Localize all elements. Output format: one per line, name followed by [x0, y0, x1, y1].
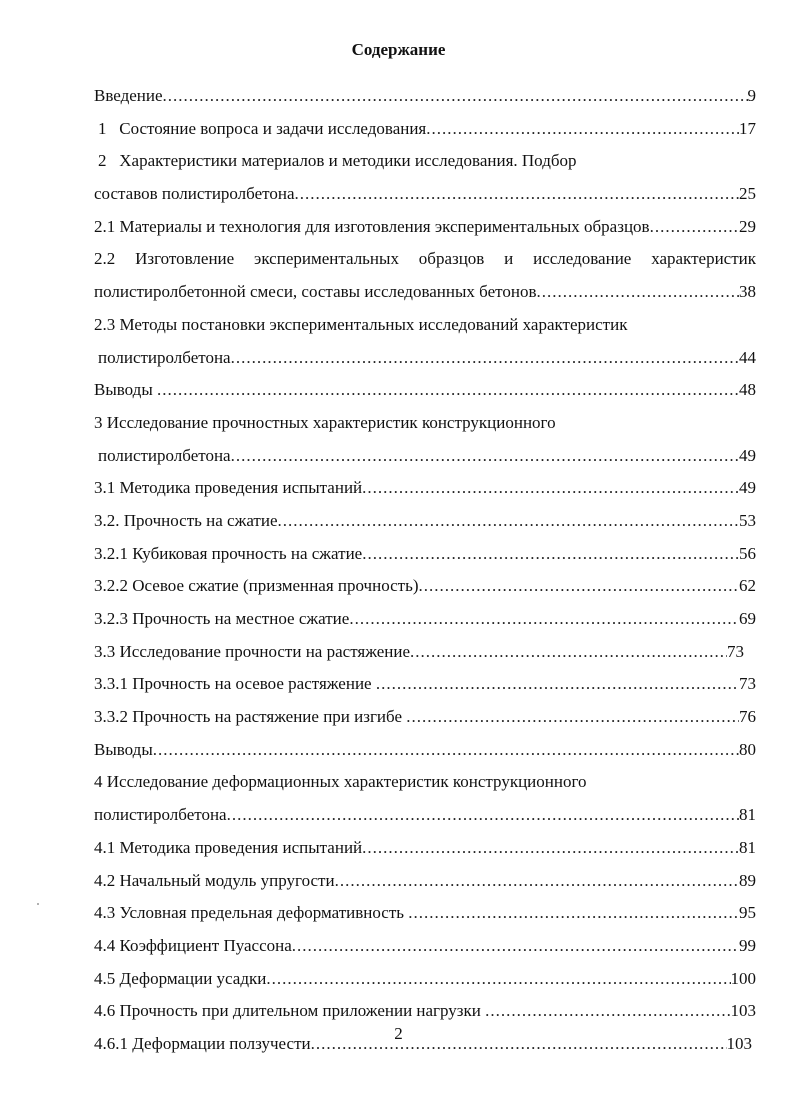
toc-leader-dots: [406, 701, 739, 734]
toc-leader-dots: [362, 472, 739, 505]
toc-entry: [94, 505, 756, 538]
toc-entry: [94, 603, 756, 636]
toc-leader-dots: [266, 963, 730, 996]
toc-entry-page: 9: [747, 86, 756, 105]
toc-entry-text: полистиролбетона: [94, 805, 227, 825]
toc-leader-dots: [419, 570, 739, 603]
toc-entry-page: 81: [739, 837, 756, 857]
toc-entry-text: 4.4 Коэффициент Пуассона: [94, 935, 292, 955]
toc-entry: [94, 832, 756, 865]
toc-entry-text: полистиролбетонной смеси, составы исследованных бетонов: [94, 282, 537, 302]
toc-entry: [94, 374, 756, 407]
toc-entry-text: Выводы: [94, 380, 158, 400]
toc-leader-dots: [376, 668, 739, 701]
toc-entry: [94, 472, 756, 505]
toc-entry: [94, 80, 756, 113]
toc-entry-page: 48: [739, 380, 756, 400]
toc-entry-text: Выводы: [94, 739, 153, 759]
toc-entry-text: 2 Характеристики материалов и методики исследования. Подбор: [98, 151, 577, 171]
toc-entry-page: 17: [739, 118, 756, 138]
toc-entry-text: составов полистиролбетона: [94, 184, 295, 204]
toc-entry-page: 99: [739, 935, 756, 955]
toc-entry-continued: [94, 309, 756, 342]
toc-entry-text: 3.2.3 Прочность на местное сжатие: [94, 609, 350, 628]
toc-leader-dots: [227, 799, 739, 832]
toc-entry-text: 3 Исследование прочностных характеристик конструкционного: [94, 412, 556, 432]
toc-entry: [94, 799, 756, 832]
toc-entry: [94, 342, 756, 375]
toc-entry-page: 103: [730, 1001, 756, 1021]
toc-entry-page: 44: [739, 347, 756, 367]
toc-entry: [94, 276, 756, 309]
toc-entry-text: полистиролбетона: [98, 347, 231, 367]
toc-entry-text: 2.1 Материалы и технология для изготовления экспериментальных образцов: [94, 216, 650, 236]
toc-entry: [94, 897, 756, 930]
toc-entry-page: 69: [739, 609, 756, 628]
toc-entry-text: 3.1 Методика проведения испытаний: [94, 478, 363, 498]
toc-entry: [94, 440, 756, 473]
toc-leader-dots: [157, 374, 739, 407]
toc-entry-continued: [94, 766, 756, 799]
table-of-contents: [94, 80, 756, 1061]
toc-entry-text: 4.2 Начальный модуль упругости: [94, 870, 335, 890]
toc-entry-text: 3.3 Исследование прочности на растяжение: [94, 641, 411, 661]
toc-entry-text: 4.3 Условная предельная деформативность: [94, 903, 409, 923]
page-number: 2: [394, 1024, 403, 1043]
toc-entry-text: 2.2 Изготовление экспериментальных образцов и исследование характеристик: [94, 249, 756, 269]
scan-speck: [37, 903, 39, 905]
toc-leader-dots: [278, 505, 740, 538]
toc-entry-text: 4.5 Деформации усадки: [94, 968, 267, 988]
toc-entry-text: полистиролбетона: [98, 445, 231, 465]
toc-entry-text: 3.3.2 Прочность на растяжение при изгибе: [94, 707, 407, 727]
toc-entry-page: 103: [726, 1033, 752, 1053]
toc-entry-text: 3.2. Прочность на сжатие: [94, 510, 278, 530]
toc-entry-text: 4 Исследование деформационных характеристик конструкционного: [94, 772, 587, 792]
toc-entry-text: Введение: [94, 86, 163, 105]
toc-entry: [94, 865, 756, 898]
toc-entry-page: 100: [730, 968, 756, 988]
toc-entry-page: 80: [739, 739, 756, 759]
toc-entry-text: 3.3.1 Прочность на осевое растяжение: [94, 674, 376, 694]
toc-entry-page: 81: [739, 805, 756, 825]
toc-entry-page: 38: [739, 282, 756, 302]
toc-entry-page: 73: [727, 641, 744, 661]
toc-leader-dots: [650, 211, 739, 244]
toc-entry-text: 3.2.1 Кубиковая прочность на сжатие: [94, 543, 363, 563]
toc-leader-dots: [362, 538, 739, 571]
toc-entry-continued: [94, 243, 756, 276]
toc-entry: [94, 930, 756, 963]
toc-entry-page: 76: [739, 707, 756, 727]
toc-entry: [94, 701, 756, 734]
toc-entry-text: 3.2.2 Осевое сжатие (призменная прочность): [94, 576, 419, 596]
toc-entry: [94, 538, 756, 571]
toc-entry: [94, 211, 756, 244]
toc-entry: [94, 178, 756, 211]
toc-entry-page: 89: [739, 870, 756, 890]
toc-entry: [94, 570, 756, 603]
toc-entry-page: 53: [739, 510, 756, 530]
toc-leader-dots: [410, 636, 727, 669]
toc-leader-dots: [153, 734, 739, 767]
toc-entry: [94, 636, 744, 669]
toc-entry-page: 29: [739, 216, 756, 236]
toc-entry-page: 62: [739, 576, 756, 596]
toc-entry-text: 1 Состояние вопроса и задачи исследования: [98, 118, 427, 138]
toc-entry: [94, 113, 756, 146]
toc-entry-page: 95: [739, 903, 756, 923]
toc-leader-dots: [231, 440, 739, 473]
toc-entry-page: 56: [739, 543, 756, 563]
toc-leader-dots: [231, 342, 739, 375]
toc-leader-dots: [335, 865, 739, 898]
toc-leader-dots: [426, 113, 739, 146]
toc-leader-dots: [408, 897, 739, 930]
toc-entry-continued: [94, 145, 756, 178]
toc-leader-dots: [292, 930, 739, 963]
toc-entry: [94, 963, 756, 996]
toc-leader-dots: [295, 178, 740, 211]
toc-entry-text: 4.6.1 Деформации ползучести: [94, 1033, 311, 1053]
toc-entry: [94, 734, 756, 767]
toc-entry-page: 49: [739, 445, 756, 465]
toc-leader-dots: [536, 276, 739, 309]
toc-leader-dots: [362, 832, 739, 865]
toc-entry-page: 25: [739, 184, 756, 204]
toc-entry-page: 49: [739, 478, 756, 498]
toc-entry-text: 4.1 Методика проведения испытаний: [94, 837, 363, 857]
toc-entry-text: 4.6 Прочность при длительном приложении нагрузки: [94, 1001, 486, 1021]
toc-entry-page: 73: [739, 674, 756, 694]
page-title: Содержание: [351, 40, 446, 59]
toc-entry: [94, 668, 756, 701]
toc-entry-continued: [94, 407, 756, 440]
toc-leader-dots: [163, 80, 748, 113]
toc-entry-text: 2.3 Методы постановки экспериментальных исследований характеристик: [94, 314, 628, 334]
toc-leader-dots: [349, 603, 739, 636]
